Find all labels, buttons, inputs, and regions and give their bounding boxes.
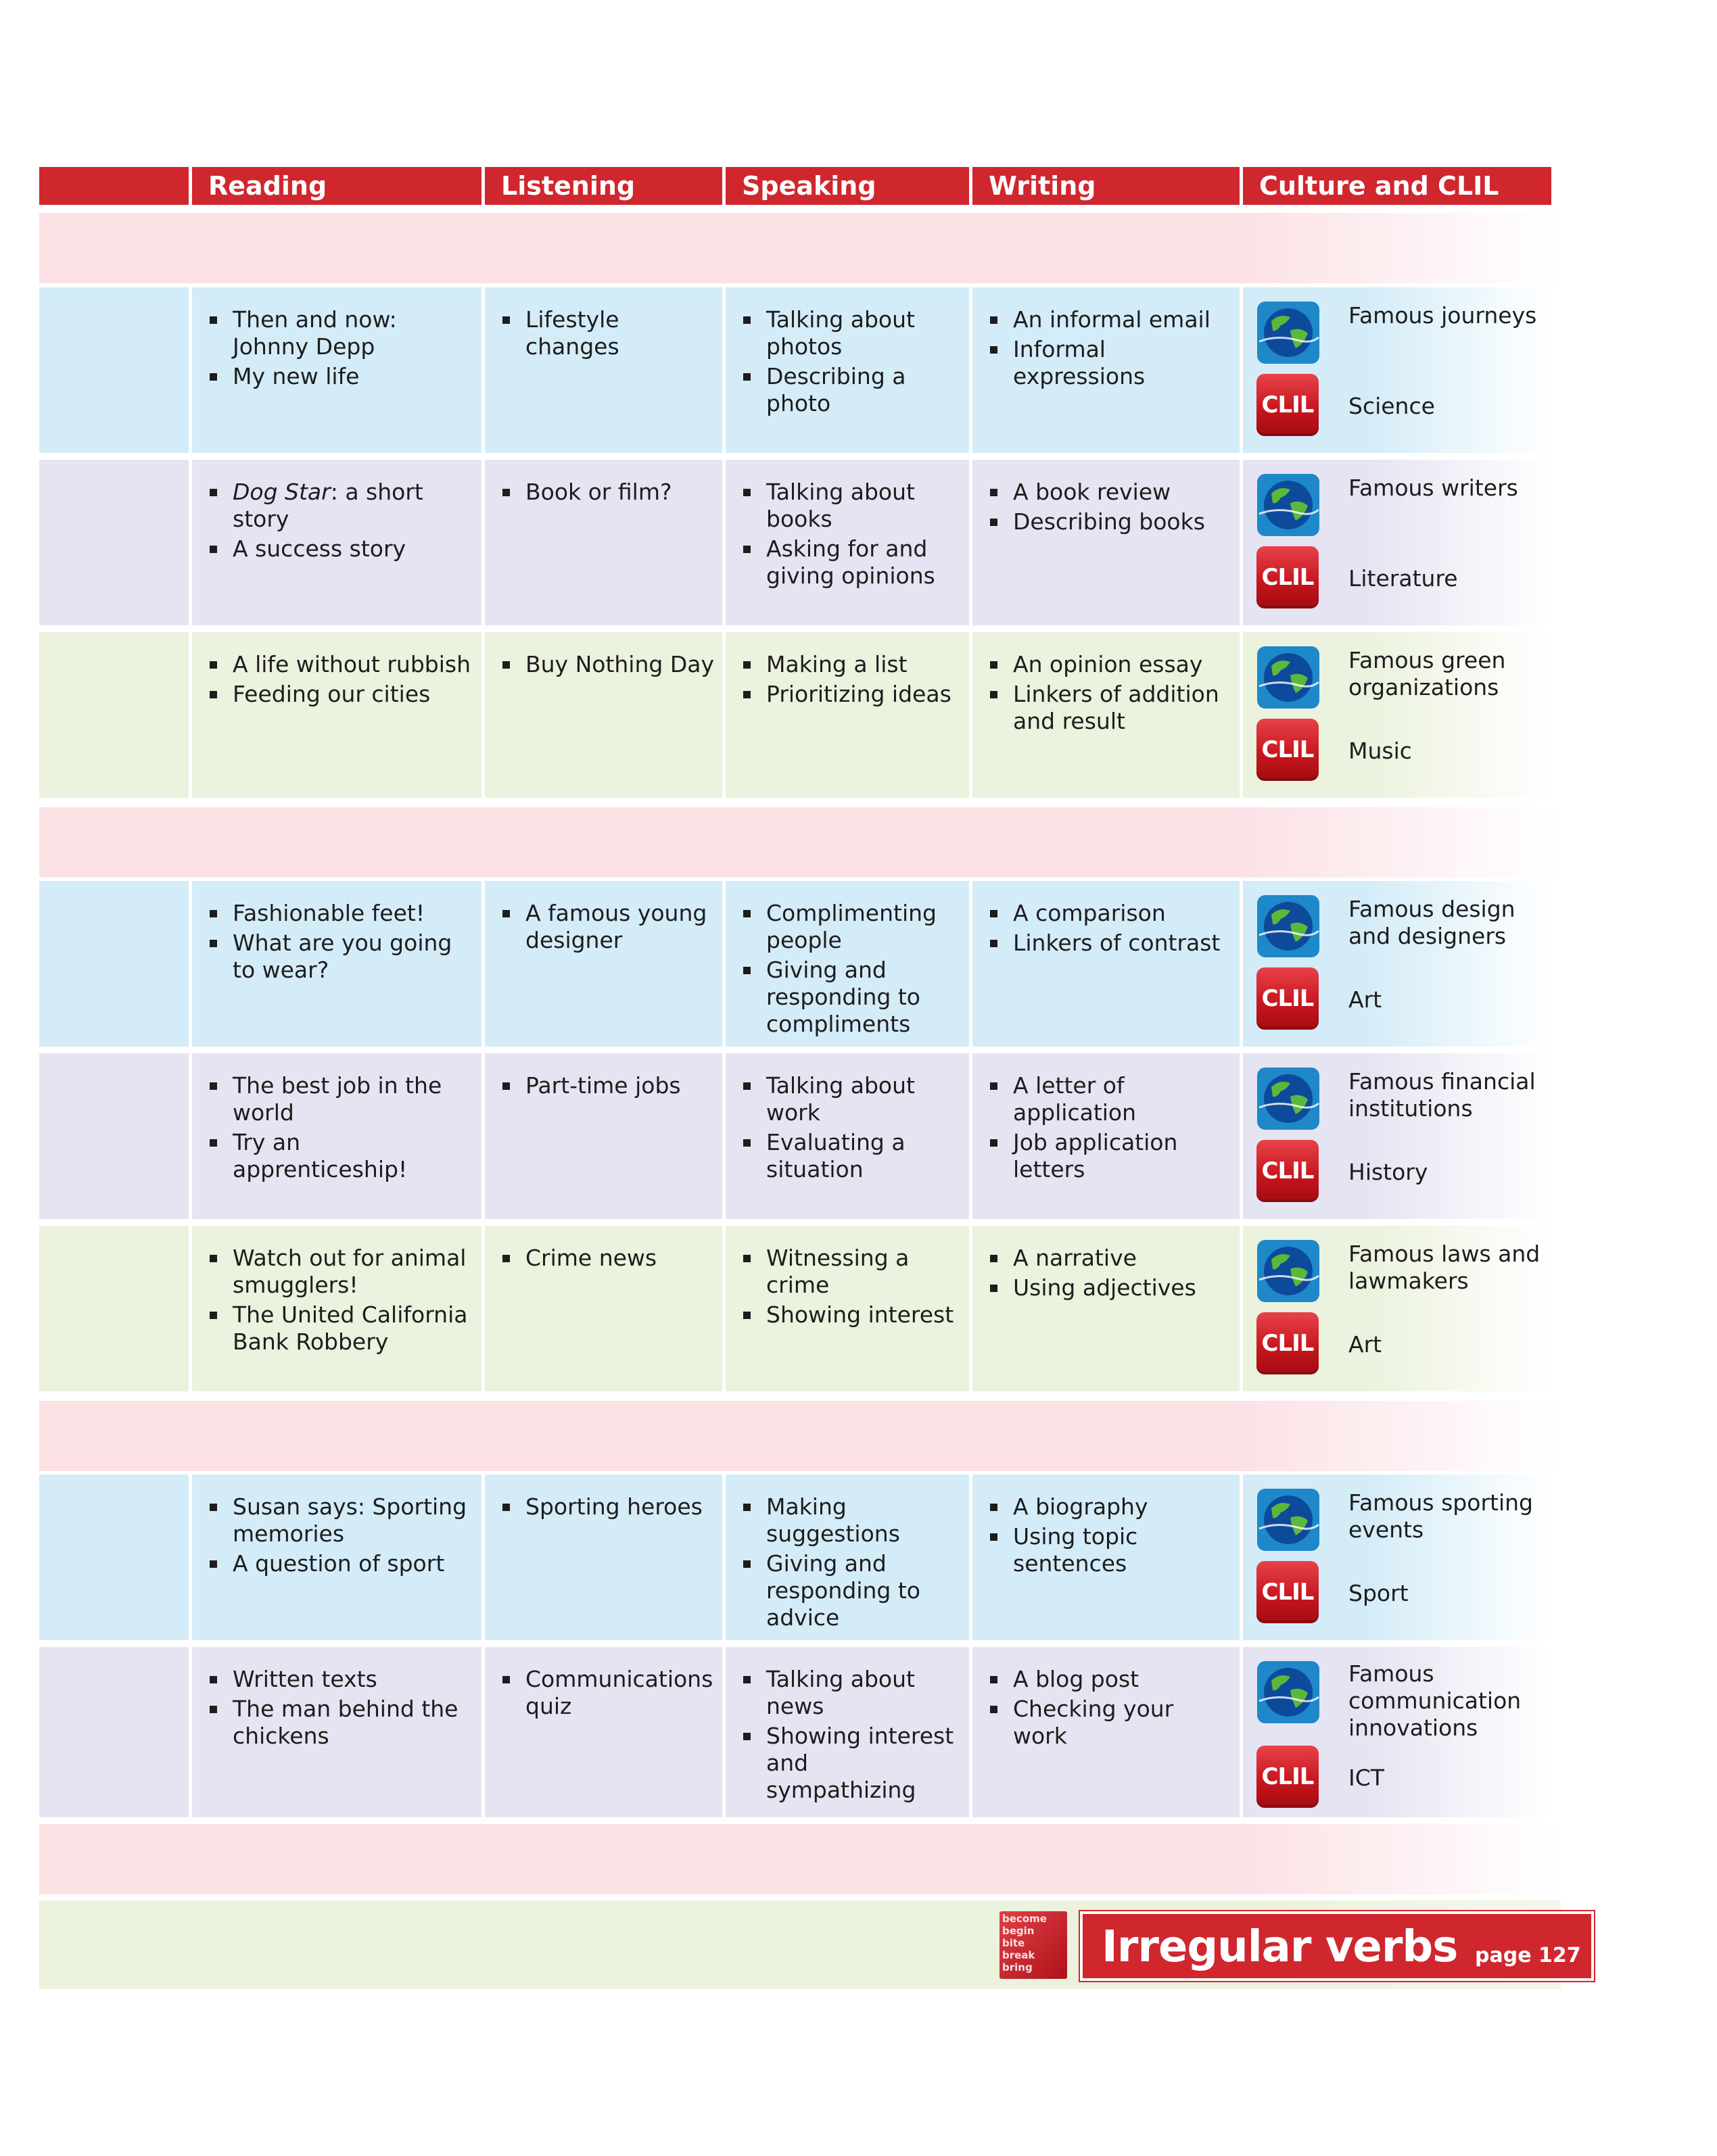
section-separator	[39, 213, 1561, 283]
list-item: Giving and responding to compliments	[740, 957, 962, 1038]
list-item: A book review	[987, 479, 1233, 506]
clil-badge-icon: CLIL	[1256, 967, 1319, 1030]
list-item: A biography	[987, 1493, 1233, 1520]
list-item: Describing a photo	[740, 363, 962, 417]
list-item: The best job in the world	[207, 1072, 475, 1126]
clil-badge-icon: CLIL	[1256, 1140, 1319, 1202]
list-item: Describing books	[987, 508, 1233, 535]
list-item: Then and now: Johnny Depp	[207, 306, 475, 360]
list-item: A comparison	[987, 900, 1233, 927]
list-item: A question of sport	[207, 1550, 475, 1577]
clil-subject: Art	[1348, 986, 1382, 1013]
header-listening: Listening	[485, 167, 722, 205]
unit-label-cell	[39, 1053, 189, 1219]
culture-cell	[1243, 881, 1551, 1047]
writing-cell	[972, 460, 1240, 625]
list-item: Buy Nothing Day	[500, 651, 715, 678]
reading-cell	[192, 1226, 481, 1391]
reading-cell	[192, 287, 481, 453]
writing-cell	[972, 881, 1240, 1047]
globe-icon	[1256, 646, 1320, 709]
clil-subject: Literature	[1348, 565, 1458, 592]
culture-entry	[1256, 646, 1561, 711]
clil-badge-icon: CLIL	[1256, 1312, 1319, 1374]
clil-badge-icon: CLIL	[1256, 374, 1319, 436]
clil-entry	[1256, 967, 1561, 1032]
reading-cell	[192, 1647, 481, 1817]
list-item: A success story	[207, 535, 475, 562]
header-reading: Reading	[192, 167, 481, 205]
culture-topic: Famous financial institutions	[1348, 1068, 1536, 1122]
culture-entry	[1256, 1067, 1561, 1132]
listening-cell	[485, 1475, 722, 1640]
list-item: A famous young designer	[500, 900, 715, 954]
list-item: An informal email	[987, 306, 1233, 333]
list-item: Lifestyle changes	[500, 306, 715, 360]
speaking-cell	[726, 460, 969, 625]
list-item: Linkers of contrast	[987, 930, 1233, 957]
listening-cell	[485, 287, 722, 453]
listening-cell	[485, 460, 722, 625]
unit-label-cell	[39, 1475, 189, 1640]
list-item: Making a list	[740, 651, 962, 678]
list-item: Talking about books	[740, 479, 962, 533]
culture-cell	[1243, 460, 1551, 625]
list-item: Witnessing a crime	[740, 1245, 962, 1299]
list-item: Evaluating a situation	[740, 1129, 962, 1183]
culture-entry	[1256, 1239, 1561, 1304]
culture-entry	[1256, 1488, 1561, 1553]
list-item: Linkers of addition and result	[987, 681, 1233, 735]
clil-badge-icon: CLIL	[1256, 546, 1319, 608]
culture-cell	[1243, 1226, 1551, 1391]
list-item: Talking about photos	[740, 306, 962, 360]
irregular-verbs-link[interactable]	[1080, 1911, 1594, 1981]
listening-cell	[485, 1053, 722, 1219]
reading-cell	[192, 881, 481, 1047]
globe-icon	[1256, 1660, 1320, 1724]
header-speaking: Speaking	[726, 167, 969, 205]
list-item: Feeding our cities	[207, 681, 475, 708]
list-item: Informal expressions	[987, 336, 1233, 390]
list-item: A life without rubbish	[207, 651, 475, 678]
listening-cell	[485, 1647, 722, 1817]
writing-cell	[972, 1226, 1240, 1391]
culture-cell	[1243, 1053, 1551, 1219]
clil-entry	[1256, 1746, 1561, 1811]
section-separator	[39, 807, 1561, 878]
culture-topic: Famous laws and lawmakers	[1348, 1241, 1540, 1294]
globe-icon	[1256, 301, 1320, 364]
culture-entry	[1256, 301, 1561, 366]
reading-cell	[192, 632, 481, 798]
culture-topic: Famous writers	[1348, 475, 1518, 501]
list-item: Book or film?	[500, 479, 715, 506]
clil-entry	[1256, 546, 1561, 611]
header-writing: Writing	[972, 167, 1240, 205]
reading-cell	[192, 1475, 481, 1640]
culture-cell	[1243, 1647, 1551, 1817]
irregular-verbs-thumbnail: become begin bite break bring	[999, 1911, 1067, 1979]
globe-icon	[1256, 1067, 1320, 1130]
clil-subject: ICT	[1348, 1765, 1384, 1791]
list-item: Watch out for animal smugglers!	[207, 1245, 475, 1299]
clil-subject: Science	[1348, 393, 1435, 419]
globe-icon	[1256, 1488, 1320, 1552]
clil-entry	[1256, 719, 1561, 784]
writing-cell	[972, 632, 1240, 798]
speaking-cell	[726, 1226, 969, 1391]
italic-title: Dog Star	[233, 479, 331, 505]
section-separator	[39, 1824, 1561, 1894]
clil-badge-icon: CLIL	[1256, 1746, 1319, 1808]
speaking-cell	[726, 287, 969, 453]
culture-entry	[1256, 894, 1561, 959]
globe-icon	[1256, 894, 1320, 958]
clil-entry	[1256, 374, 1561, 439]
unit-label-cell	[39, 881, 189, 1047]
list-item: The man behind the chickens	[207, 1696, 475, 1750]
list-item: Crime news	[500, 1245, 715, 1272]
clil-badge-icon: CLIL	[1256, 1561, 1319, 1623]
list-item: Part-time jobs	[500, 1072, 715, 1099]
clil-badge-icon: CLIL	[1256, 719, 1319, 781]
clil-entry	[1256, 1312, 1561, 1377]
list-item: Asking for and giving opinions	[740, 535, 962, 590]
list-item: Susan says: Sporting memories	[207, 1493, 475, 1548]
list-item: Try an apprenticeship!	[207, 1129, 475, 1183]
list-item: Dog Star: a short story	[207, 479, 475, 533]
writing-cell	[972, 287, 1240, 453]
clil-subject: Art	[1348, 1331, 1382, 1358]
listening-cell	[485, 632, 722, 798]
culture-cell	[1243, 1475, 1551, 1640]
culture-topic: Famous green organizations	[1348, 647, 1506, 700]
list-item: Making suggestions	[740, 1493, 962, 1548]
list-item: Talking about news	[740, 1666, 962, 1720]
speaking-cell	[726, 1475, 969, 1640]
writing-cell	[972, 1475, 1240, 1640]
list-item: Job application letters	[987, 1129, 1233, 1183]
header-culture: Culture and CLIL	[1243, 167, 1551, 205]
unit-label-cell	[39, 1647, 189, 1817]
header-blank-cell	[39, 167, 189, 205]
unit-label-cell	[39, 1226, 189, 1391]
culture-entry	[1256, 1660, 1561, 1742]
list-item: The United California Bank Robbery	[207, 1301, 475, 1356]
list-item: My new life	[207, 363, 475, 390]
culture-topic: Famous journeys	[1348, 302, 1537, 329]
unit-label-cell	[39, 460, 189, 625]
unit-label-cell	[39, 287, 189, 453]
clil-subject: History	[1348, 1159, 1428, 1185]
globe-icon	[1256, 473, 1320, 537]
list-item: An opinion essay	[987, 651, 1233, 678]
culture-topic: Famous sporting events	[1348, 1489, 1533, 1543]
culture-topic: Famous design and designers	[1348, 896, 1515, 949]
culture-entry	[1256, 473, 1561, 538]
list-item: Written texts	[207, 1666, 475, 1693]
culture-cell	[1243, 632, 1551, 798]
culture-topic: Famous communication innovations	[1348, 1660, 1522, 1741]
culture-cell	[1243, 287, 1551, 453]
list-item: Using adjectives	[987, 1274, 1233, 1301]
list-item: Fashionable feet!	[207, 900, 475, 927]
list-item: Showing interest and sympathizing	[740, 1723, 962, 1804]
list-item: Prioritizing ideas	[740, 681, 962, 708]
reading-cell	[192, 1053, 481, 1219]
unit-label-cell	[39, 632, 189, 798]
clil-entry	[1256, 1140, 1561, 1205]
clil-subject: Sport	[1348, 1580, 1409, 1606]
speaking-cell	[726, 881, 969, 1047]
list-item: A blog post	[987, 1666, 1233, 1693]
list-item: A narrative	[987, 1245, 1233, 1272]
listening-cell	[485, 881, 722, 1047]
speaking-cell	[726, 1647, 969, 1817]
list-item: Sporting heroes	[500, 1493, 715, 1520]
list-item: A letter of application	[987, 1072, 1233, 1126]
section-separator	[39, 1401, 1561, 1471]
list-item: Showing interest	[740, 1301, 962, 1328]
list-item: Talking about work	[740, 1072, 962, 1126]
list-item: Checking your work	[987, 1696, 1233, 1750]
list-item: Giving and responding to advice	[740, 1550, 962, 1631]
writing-cell	[972, 1053, 1240, 1219]
writing-cell	[972, 1647, 1240, 1817]
clil-entry	[1256, 1561, 1561, 1626]
list-item: What are you going to wear?	[207, 930, 475, 984]
globe-icon	[1256, 1239, 1320, 1303]
list-item: Complimenting people	[740, 900, 962, 954]
speaking-cell	[726, 632, 969, 798]
list-item: Communications quiz	[500, 1666, 715, 1720]
reading-cell	[192, 460, 481, 625]
listening-cell	[485, 1226, 722, 1391]
speaking-cell	[726, 1053, 969, 1219]
list-item: Using topic sentences	[987, 1523, 1233, 1577]
irregular-verbs-title: Irregular verbs	[1102, 1922, 1458, 1972]
clil-subject: Music	[1348, 738, 1412, 764]
irregular-verbs-page: page 127	[1475, 1944, 1581, 1967]
